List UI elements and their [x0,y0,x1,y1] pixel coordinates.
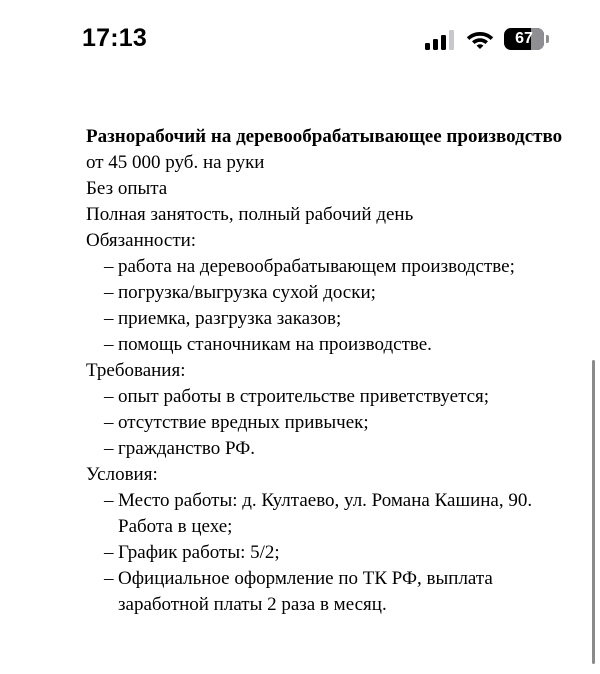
list-item [86,488,576,540]
duty-text: помощь станочникам на производстве. [118,334,432,355]
requirement-text: отсутствие вредных привычек; [118,412,369,433]
list-item [86,280,576,306]
vacancy-text [86,124,576,618]
dash-marker: – [104,256,114,277]
conditions-heading: Условия: [86,464,158,485]
list-item [86,332,576,358]
conditions-list [86,488,576,618]
list-item [86,306,576,332]
dash-marker: – [104,386,114,407]
scrollbar[interactable] [592,360,595,664]
vacancy-employment: Полная занятость, полный рабочий день [86,204,414,225]
duty-text: погрузка/выгрузка сухой доски; [118,282,376,303]
condition-text: График работы: 5/2; [118,542,280,563]
signal-bar-1 [425,43,430,50]
battery-indicator [504,28,550,50]
duty-text: работа на деревообрабатывающем производстве; [118,256,515,277]
battery-level-text: 67 [515,30,533,47]
condition-text: Место работы: д. Култаево, ул. Романа Кашина, 90. Работа в цехе; [118,490,533,537]
requirements-list [86,384,576,462]
signal-bar-2 [433,39,438,50]
list-item [86,254,576,280]
dash-marker: – [104,438,114,459]
duties-heading: Обязанности: [86,230,197,251]
requirements-heading: Требования: [86,360,186,381]
list-item [86,384,576,410]
dash-marker: – [104,568,114,589]
dash-marker: – [104,308,114,329]
duty-text: приемка, разгрузка заказов; [118,308,342,329]
battery-body [504,28,544,50]
dash-marker: – [104,334,114,355]
battery-tip [546,35,549,43]
list-item [86,540,576,566]
cellular-signal-icon [425,30,457,50]
dash-marker: – [104,412,114,433]
vacancy-salary: от 45 000 руб. на руки [86,152,265,173]
list-item [86,566,576,618]
status-time: 17:13 [82,24,147,52]
signal-bar-4 [449,30,454,50]
status-bar [0,0,600,80]
vacancy-experience: Без опыта [86,178,168,199]
signal-bar-3 [441,35,446,50]
dash-marker: – [104,282,114,303]
duties-list [86,254,576,358]
dash-marker: – [104,490,114,511]
list-item [86,410,576,436]
vacancy-title: Разнорабочий на деревообрабатывающее производство [86,126,563,147]
requirement-text: гражданство РФ. [118,438,255,459]
condition-text: Официальное оформление по ТК РФ, выплата заработной платы 2 раза в месяц. [118,568,493,615]
requirement-text: опыт работы в строительстве приветствуется; [118,386,490,407]
wifi-icon [466,28,494,49]
dash-marker: – [104,542,114,563]
list-item [86,436,576,462]
